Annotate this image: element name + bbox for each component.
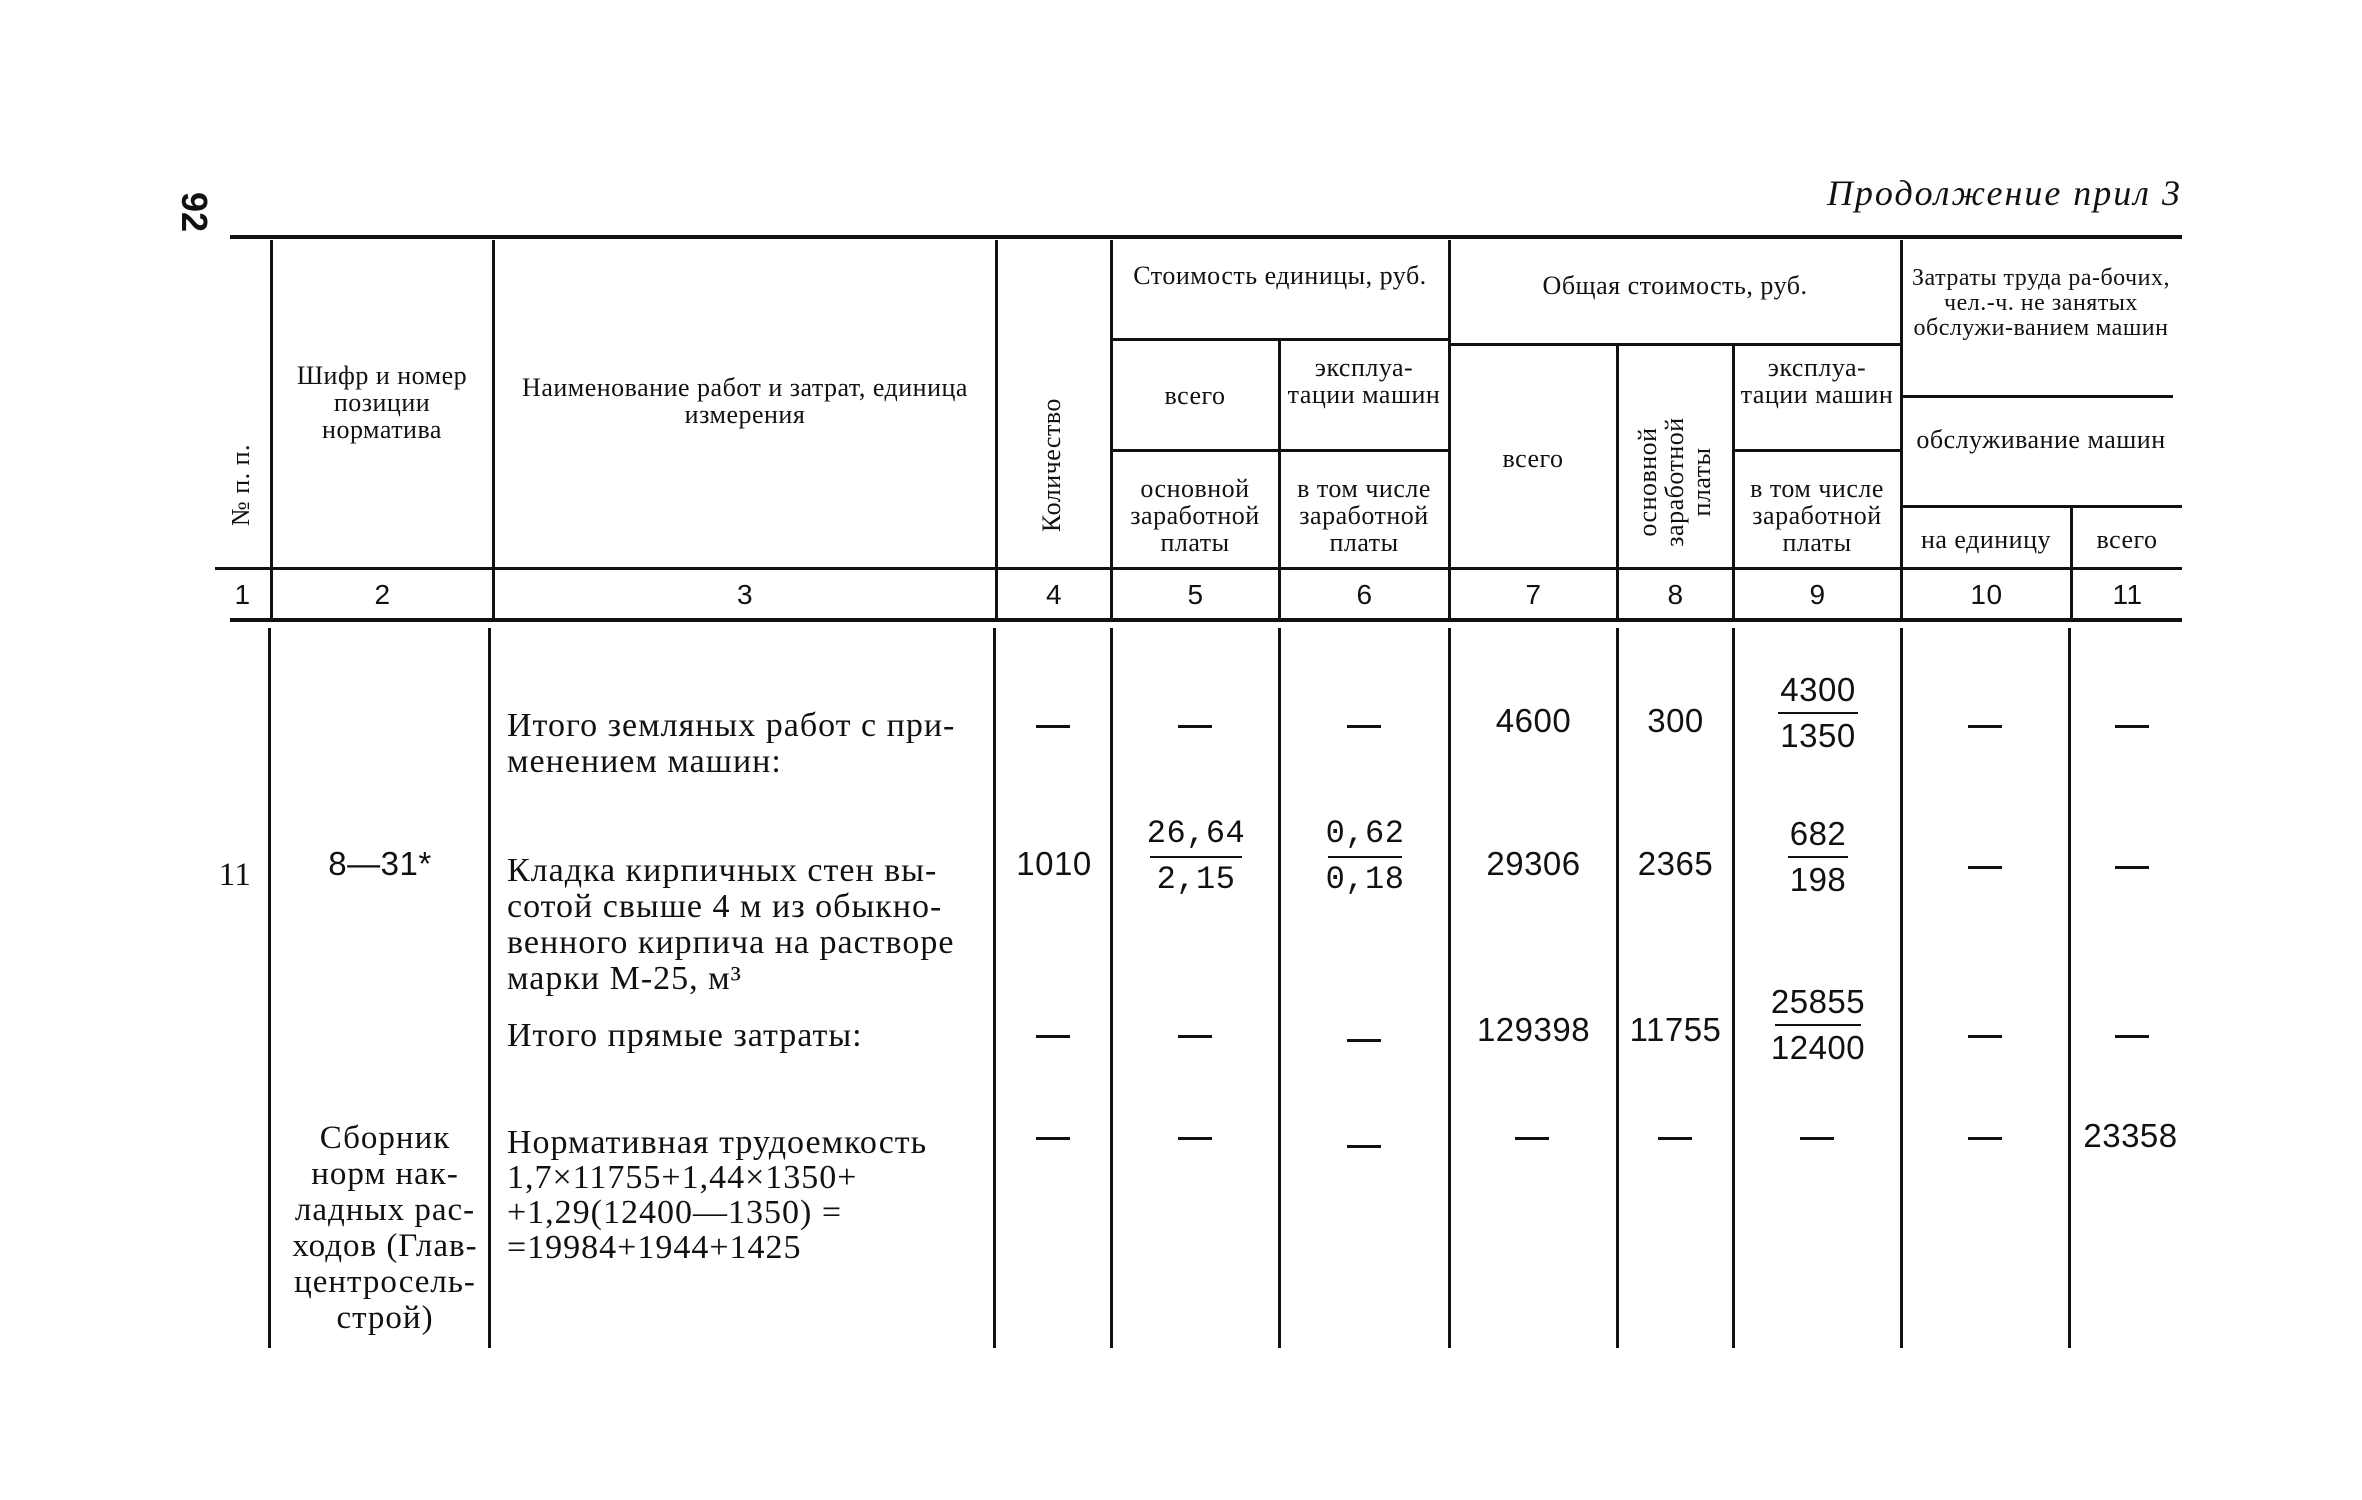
fraction-bottom: 2,15: [1156, 861, 1236, 898]
empty-dash: [1178, 1035, 1212, 1038]
header-total-operation: эксплуа-тации машин: [1740, 353, 1894, 409]
empty-dash: [2115, 866, 2149, 869]
page-number: 92: [174, 191, 215, 233]
header-labor: Затраты труда ра-бочих, чел.-ч. не занятых обслужи-ванием машин: [1912, 265, 2170, 341]
empty-dash: [2115, 1035, 2149, 1038]
row-work-name-line: 1,7×11755+1,44×1350+: [507, 1159, 858, 1196]
header-code: Шифр и номер позиции норматива: [296, 361, 468, 444]
header-total-basic-wage: основной заработной платы: [1633, 417, 1716, 547]
fraction-top: 4300: [1780, 671, 1856, 708]
running-title: Продолжение прил 3: [1826, 173, 2182, 213]
total-basic-wage: 300: [1647, 702, 1704, 739]
row-work-name: Итого прямые затраты:: [507, 1017, 863, 1054]
total-all: 29306: [1486, 845, 1581, 882]
colnum: 8: [1667, 579, 1684, 610]
header-total-all: всего: [1502, 444, 1564, 473]
colnum: 5: [1187, 579, 1204, 610]
total-operation-fraction: [1738, 672, 1898, 754]
colnum: 4: [1045, 579, 1063, 610]
fraction-bottom: 12400: [1770, 1029, 1866, 1066]
header-unit-basic-wage: основной заработной платы: [1130, 474, 1260, 557]
total-all: 4600: [1495, 702, 1572, 739]
row-work-name: Кладка кирпичных стен вы-сотой свыше 4 м из обыкно-венного кирпича на растворе марки М-25, м³: [507, 852, 955, 997]
fraction-top: 26,64: [1146, 815, 1246, 852]
fraction-bottom: 1350: [1780, 717, 1856, 754]
fraction-top: 682: [1789, 815, 1847, 852]
total-all: 129398: [1476, 1011, 1591, 1048]
empty-dash: [1515, 1137, 1549, 1140]
unit-total-fraction: [1115, 816, 1277, 898]
row-number: 11: [218, 857, 252, 893]
empty-dash: [1178, 1137, 1212, 1140]
empty-dash: [2115, 725, 2149, 728]
row-work-name: Итого земляных работ с при-менением машин:: [507, 707, 956, 780]
header-labor-service: обслуживание машин: [1916, 425, 2166, 454]
fraction-bottom: 198: [1789, 861, 1847, 898]
total-operation-fraction: [1738, 816, 1898, 898]
empty-dash: [1036, 1137, 1070, 1140]
empty-dash: [1968, 866, 2002, 869]
empty-dash: [1658, 1137, 1692, 1140]
empty-dash: [1036, 725, 1070, 728]
header-row-number: № п. п.: [226, 443, 255, 527]
header-unit-total: всего: [1164, 381, 1226, 410]
fraction-bottom: 0,18: [1325, 861, 1405, 898]
row-code: 8—31*: [328, 845, 432, 882]
colnum: 9: [1809, 579, 1826, 610]
unit-operation-fraction: [1283, 816, 1447, 898]
header-unit-incl-wage: в том числе заработной платы: [1297, 474, 1431, 557]
fraction-top: 0,62: [1325, 815, 1405, 852]
header-labor-per-unit: на единицу: [1920, 525, 2052, 554]
row-work-name-line: =19984+1944+1425: [507, 1229, 802, 1266]
header-total-cost: Общая стоимость, руб.: [1542, 271, 1808, 300]
fraction-top: 25855: [1770, 983, 1866, 1020]
empty-dash: [1347, 1039, 1381, 1042]
row-code: Сборник норм нак-ладных рас-ходов (Глав-центросель-строй): [292, 1120, 478, 1336]
header-unit-operation: эксплуа-тации машин: [1287, 353, 1441, 409]
empty-dash: [1968, 1035, 2002, 1038]
row-work-name-line: +1,29(12400—1350) =: [507, 1194, 842, 1231]
empty-dash: [1800, 1137, 1834, 1140]
empty-dash: [1968, 1137, 2002, 1140]
colnum: 10: [1970, 579, 2003, 610]
total-operation-fraction: [1738, 984, 1898, 1066]
header-unit-cost: Стоимость единицы, руб.: [1133, 261, 1427, 290]
empty-dash: [1036, 1035, 1070, 1038]
total-basic-wage: 2365: [1637, 845, 1714, 882]
row-work-name-line: Нормативная трудоемкость: [507, 1124, 928, 1161]
colnum: 11: [2112, 579, 2143, 610]
header-labor-total: всего: [2096, 525, 2158, 554]
colnum: 2: [374, 579, 391, 610]
empty-dash: [1347, 1145, 1381, 1148]
header-quantity: Количество: [1037, 398, 1066, 532]
row-quantity: 1010: [1016, 845, 1092, 882]
colnum: 6: [1356, 579, 1373, 610]
total-basic-wage: 11755: [1629, 1011, 1722, 1048]
colnum: 3: [736, 579, 754, 610]
labor-total: 23358: [2083, 1117, 2178, 1154]
header-total-incl-wage: в том числе заработной платы: [1750, 474, 1884, 557]
empty-dash: [1968, 725, 2002, 728]
empty-dash: [1178, 725, 1212, 728]
header-work-name: Наименование работ и затрат, единица измерения: [522, 373, 968, 429]
empty-dash: [1347, 725, 1381, 728]
colnum: 1: [234, 579, 251, 610]
colnum: 7: [1525, 579, 1542, 610]
